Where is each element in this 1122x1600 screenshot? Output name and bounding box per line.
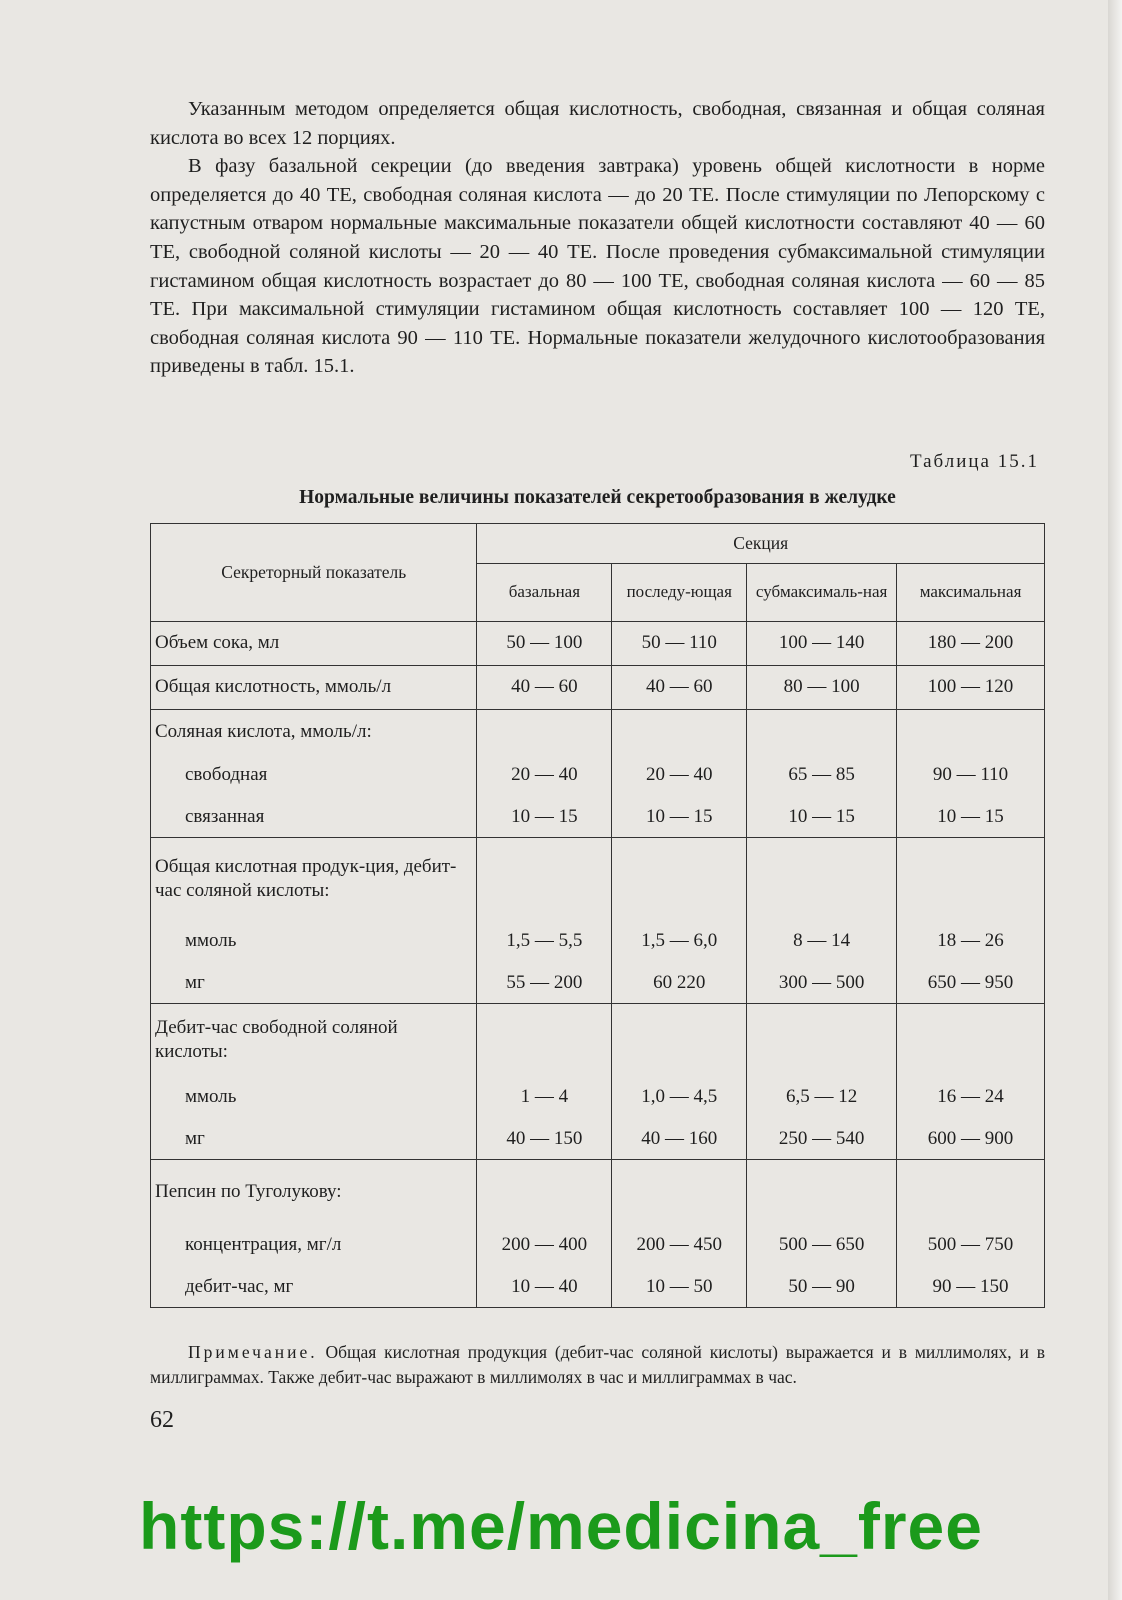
row-value: 80 — 100	[747, 665, 897, 709]
row-label: Пепсин по Туголукову:	[151, 1159, 477, 1223]
row-value: 90 — 110	[897, 753, 1045, 797]
row-value	[612, 1003, 747, 1075]
table-row	[151, 797, 1045, 837]
row-value: 100 — 140	[747, 621, 897, 665]
row-value	[477, 1003, 612, 1075]
row-value: 20 — 40	[477, 753, 612, 797]
row-value: 100 — 120	[897, 665, 1045, 709]
row-value	[897, 709, 1045, 753]
header-phase-subsequent: последу-ющая	[612, 563, 747, 621]
row-value: 10 — 40	[477, 1267, 612, 1307]
row-value: 180 — 200	[897, 621, 1045, 665]
table-row	[151, 1159, 1045, 1223]
table-caption: Нормальные величины показателей секретообразования в желудке	[299, 486, 896, 508]
note-text: Общая кислотная продукция (дебит-час соляной кислоты) выражается и в миллимолях, и в миллиграммах. Также дебит-час выражают в миллимолях в час и миллиграммах в час.	[150, 1341, 1045, 1387]
row-value	[612, 837, 747, 919]
header-phase-submaximal: субмаксималь-ная	[747, 563, 897, 621]
table-body	[151, 621, 1045, 1307]
row-value: 10 — 15	[897, 797, 1045, 837]
table-row	[151, 1267, 1045, 1307]
row-value	[897, 1159, 1045, 1223]
row-value: 20 — 40	[612, 753, 747, 797]
row-label: ммоль	[151, 919, 477, 963]
row-label: Соляная кислота, ммоль/л:	[151, 709, 477, 753]
row-value: 90 — 150	[897, 1267, 1045, 1307]
table-row	[151, 753, 1045, 797]
table-row	[151, 709, 1045, 753]
row-value: 40 — 160	[612, 1119, 747, 1159]
row-value	[747, 837, 897, 919]
row-value: 200 — 450	[612, 1223, 747, 1267]
row-value: 40 — 60	[477, 665, 612, 709]
note-prefix: Примечание.	[188, 1341, 318, 1362]
row-value: 6,5 — 12	[747, 1075, 897, 1119]
row-value: 50 — 90	[747, 1267, 897, 1307]
row-value: 50 — 110	[612, 621, 747, 665]
paragraph-1: Указанным методом определяется общая кислотность, свободная, связанная и общая соляная кислота во всех 12 порциях.	[150, 98, 1045, 149]
header-phase-maximal: максимальная	[897, 563, 1045, 621]
header-phase-basal: базальная	[477, 563, 612, 621]
table-row	[151, 837, 1045, 919]
row-value	[897, 1003, 1045, 1075]
row-label: Дебит-час свободной соляной кислоты:	[151, 1003, 477, 1075]
row-value	[612, 1159, 747, 1223]
table-row	[151, 1075, 1045, 1119]
row-value: 10 — 15	[612, 797, 747, 837]
row-value	[747, 1003, 897, 1075]
row-label: Общая кислотная продук-ция, дебит-час соляной кислоты:	[151, 837, 477, 919]
row-value	[747, 709, 897, 753]
header-indicator: Секреторный показатель	[151, 523, 477, 621]
table-row	[151, 621, 1045, 665]
row-label: мг	[151, 1119, 477, 1159]
row-value: 40 — 150	[477, 1119, 612, 1159]
row-value: 250 — 540	[747, 1119, 897, 1159]
book-page	[150, 95, 1045, 1434]
row-value: 10 — 15	[747, 797, 897, 837]
row-value: 1,0 — 4,5	[612, 1075, 747, 1119]
row-value: 50 — 100	[477, 621, 612, 665]
page-number: 62	[150, 1407, 174, 1434]
header-section: Секция	[477, 523, 1045, 563]
row-value: 1,5 — 6,0	[612, 919, 747, 963]
row-value: 55 — 200	[477, 963, 612, 1003]
table-row	[151, 1223, 1045, 1267]
row-label: мг	[151, 963, 477, 1003]
row-value: 650 — 950	[897, 963, 1045, 1003]
row-value	[477, 709, 612, 753]
table-row	[151, 919, 1045, 963]
telegram-link-watermark[interactable]: https://t.me/medicina_free	[139, 1489, 983, 1563]
row-value: 200 — 400	[477, 1223, 612, 1267]
row-label: связанная	[151, 797, 477, 837]
row-value	[897, 837, 1045, 919]
row-value	[477, 837, 612, 919]
table-note	[150, 1340, 1045, 1390]
row-value: 8 — 14	[747, 919, 897, 963]
secretion-table	[150, 523, 1045, 1308]
row-value	[477, 1159, 612, 1223]
row-label: ммоль	[151, 1075, 477, 1119]
table-row	[151, 1003, 1045, 1075]
row-value: 40 — 60	[612, 665, 747, 709]
row-label: свободная	[151, 753, 477, 797]
row-label: Объем сока, мл	[151, 621, 477, 665]
row-value: 65 — 85	[747, 753, 897, 797]
row-value: 1,5 — 5,5	[477, 919, 612, 963]
row-value: 10 — 50	[612, 1267, 747, 1307]
row-label: Общая кислотность, ммоль/л	[151, 665, 477, 709]
table-row	[151, 1119, 1045, 1159]
row-value: 1 — 4	[477, 1075, 612, 1119]
row-value	[747, 1159, 897, 1223]
table-row	[151, 963, 1045, 1003]
row-label: дебит-час, мг	[151, 1267, 477, 1307]
row-value: 16 — 24	[897, 1075, 1045, 1119]
row-value: 300 — 500	[747, 963, 897, 1003]
row-value: 60 220	[612, 963, 747, 1003]
paragraph-2: В фазу базальной секреции (до введения завтрака) уровень общей кислотности в норме определяется до 40 ТЕ, свободная соляная кислота — до 20 ТЕ. После стимуляции по Лепорскому с капустным отваром нормальные максимальные показатели общей кислотности составляют 40 — 60 ТЕ, свободной соляной кислоты — 20 — 40 ТЕ. После проведения субмаксимальной стимуляции гистамином общая кислотность возрастает до 80 — 100 ТЕ, свободная соляная кислота — 60 — 85 ТЕ. При максимальной стимуляции гистамином общая кислотность составляет 100 — 120 ТЕ, свободная соляная кислота 90 — 110 ТЕ. Нормальные показатели желудочного кислотообразования приведены в табл. 15.1.	[150, 155, 1045, 378]
page-edge	[1108, 0, 1122, 1600]
table-number: Таблица 15.1	[909, 450, 1039, 472]
row-value	[612, 709, 747, 753]
row-label: концентрация, мг/л	[151, 1223, 477, 1267]
table-row	[151, 665, 1045, 709]
row-value: 600 — 900	[897, 1119, 1045, 1159]
row-value: 500 — 650	[747, 1223, 897, 1267]
row-value: 18 — 26	[897, 919, 1045, 963]
row-value: 10 — 15	[477, 797, 612, 837]
row-value: 500 — 750	[897, 1223, 1045, 1267]
